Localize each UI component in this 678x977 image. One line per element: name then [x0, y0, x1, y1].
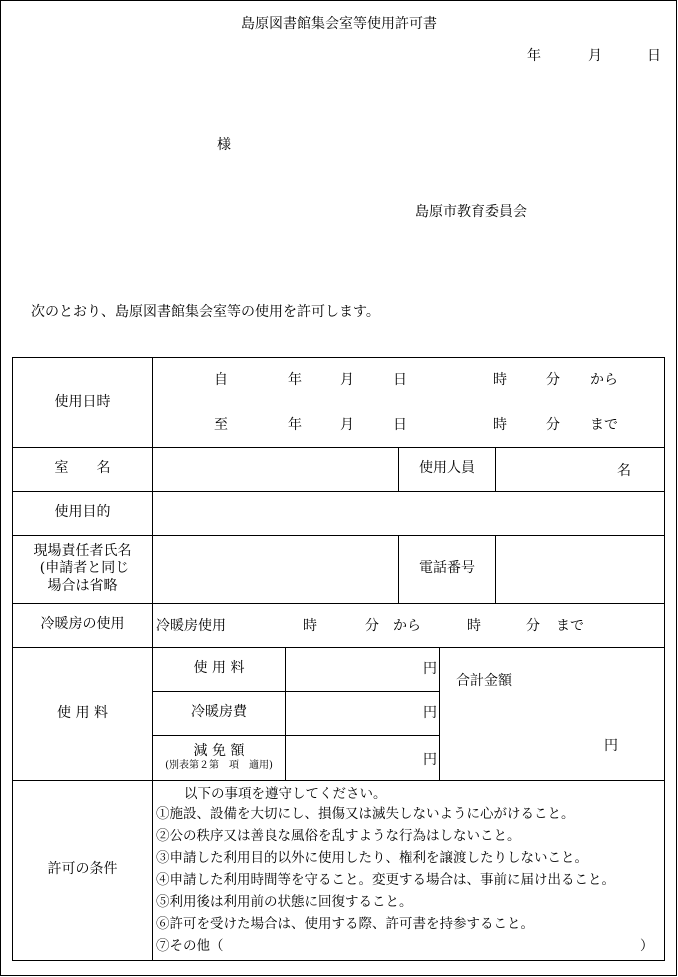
from-year: 年 — [288, 372, 302, 388]
datetime-label: 使用日時 — [54, 393, 111, 410]
hvac-from: から — [393, 618, 421, 634]
manager-label-line2: (申請者と同じ — [39, 560, 130, 577]
fee-row-usage-unit: 円 — [423, 661, 437, 677]
hvac-minute2: 分 — [526, 618, 540, 634]
from-day: 日 — [393, 372, 407, 388]
addressee-suffix: 様 — [217, 137, 231, 153]
to-suffix: まで — [590, 417, 618, 433]
intro-text: 次のとおり、島原図書館集会室等の使用を許可します。 — [31, 304, 380, 320]
date-month: 月 — [588, 48, 602, 64]
to-ji: 至 — [214, 417, 228, 433]
condition-item-4: ④申請した利用時間等を守ること。変更する場合は、事前に届け出ること。 — [156, 872, 615, 888]
condition-item-2: ②公の秩序又は善良な風俗を乱すような行為はしないこと。 — [156, 828, 521, 844]
condition-item-6: ⑥許可を受けた場合は、使用する際、許可書を持参すること。 — [156, 916, 534, 932]
manager-label — [13, 535, 152, 603]
people-unit: 名 — [617, 463, 631, 479]
fee-row-exempt-unit: 円 — [423, 752, 437, 768]
fee-row-hvac-unit: 円 — [423, 705, 437, 721]
hvac-hour2: 時 — [467, 618, 481, 634]
room-label: 室 名 — [54, 460, 111, 477]
issuer-name: 島原市教育委員会 — [415, 204, 527, 220]
manager-label-line3: 場合は省略 — [47, 577, 118, 594]
document-title: 島原図書館集会室等使用許可書 — [241, 16, 437, 32]
hvac-label: 冷暖房の使用 — [40, 616, 125, 633]
fee-row-exempt-note: (別表第２第 項 適用) — [165, 760, 273, 771]
hvac-hour1: 時 — [303, 618, 317, 634]
conditions-label: 許可の条件 — [47, 861, 118, 878]
to-year: 年 — [288, 417, 302, 433]
hvac-minute1: 分 — [365, 618, 379, 634]
from-suffix: から — [590, 372, 618, 388]
conditions-intro: 以下の事項を遵守してください。 — [184, 786, 387, 802]
from-ji: 自 — [214, 372, 228, 388]
hvac-to: まで — [556, 618, 584, 634]
condition-item-3: ③申請した利用目的以外に使用したり、権利を譲渡したりしないこと。 — [156, 850, 588, 866]
phone-label: 電話番号 — [419, 560, 475, 577]
manager-label-line1: 現場責任者氏名 — [33, 542, 132, 559]
fee-row-hvac-label: 冷暖房費 — [191, 704, 247, 721]
to-day: 日 — [393, 417, 407, 433]
date-day: 日 — [647, 48, 661, 64]
condition-item-5: ⑤利用後は利用前の状態に回復すること。 — [156, 894, 413, 910]
fee-row-usage-label: 使 用 料 — [193, 660, 245, 677]
condition-item-7: ⑦その他（ — [156, 938, 224, 954]
to-hour: 時 — [493, 417, 507, 433]
total-unit: 円 — [604, 738, 618, 754]
fee-row-exempt-label — [153, 735, 285, 780]
condition-item-1: ①施設、設備を大切にし、損傷又は滅失しないように心がけること。 — [156, 806, 575, 822]
permit-table — [12, 357, 665, 961]
to-minute: 分 — [546, 417, 560, 433]
people-label: 使用人員 — [419, 460, 475, 477]
fee-label: 使 用 料 — [57, 704, 108, 721]
to-month: 月 — [340, 417, 354, 433]
fee-row-exempt-title: 減 免 額 — [193, 742, 245, 759]
total-label: 合計金額 — [456, 673, 512, 689]
from-minute: 分 — [546, 372, 560, 388]
purpose-label: 使用目的 — [54, 504, 111, 521]
date-year: 年 — [527, 48, 541, 64]
from-month: 月 — [340, 372, 354, 388]
hvac-use: 冷暖房使用 — [156, 618, 226, 634]
condition-close-paren: ） — [640, 938, 654, 954]
from-hour: 時 — [493, 372, 507, 388]
